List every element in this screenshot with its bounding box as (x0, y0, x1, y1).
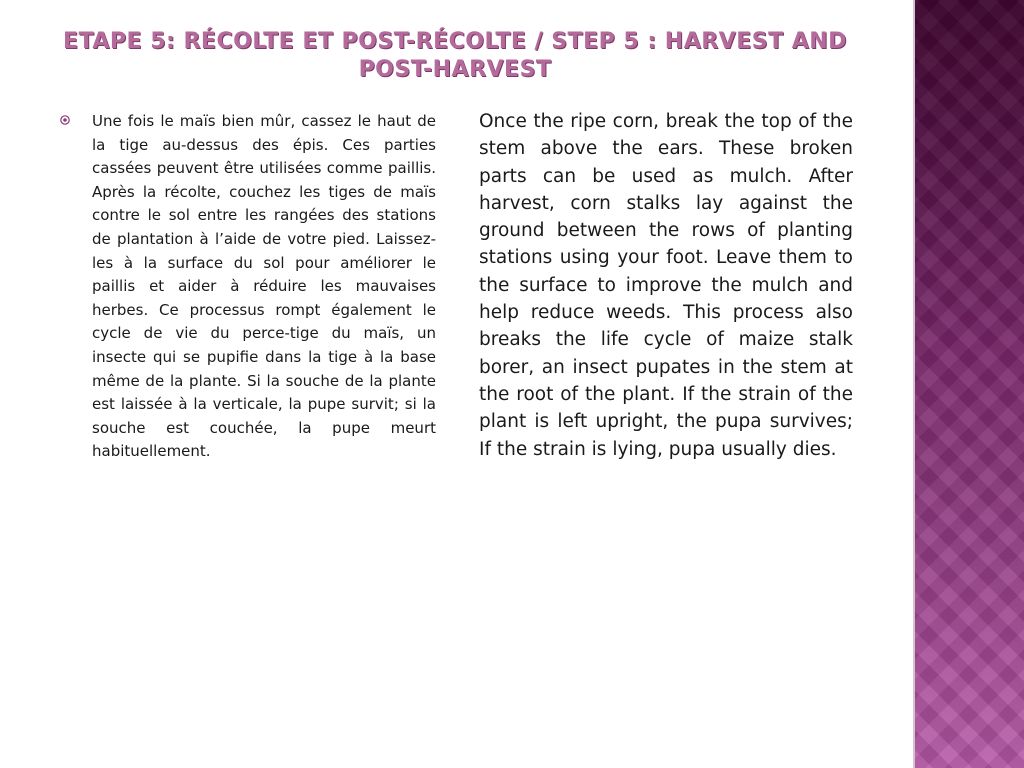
slide-title: ETAPE 5: RÉCOLTE ET POST-RÉCOLTE / STEP 5 : HARVEST AND POST-HARVEST (63, 29, 847, 82)
english-paragraph: Once the ripe corn, break the top of the stem above the ears. These broken parts can be used as mulch. After harvest, corn stalks lay against the ground between the rows of planting stations using your foot. Leave them to the surface to improve the mulch and help reduce weeds. This process also breaks the life cycle of maize stalk borer, an insect pupates in the stem at the root of the plant. If the strain of the plant is left upright, the pupa survives; If the strain is lying, pupa usually dies. (479, 111, 853, 460)
circled-dot-bullet-icon (60, 115, 70, 125)
left-column (60, 110, 436, 464)
decorative-side-band (913, 0, 1024, 768)
side-band-divider (913, 0, 915, 768)
french-paragraph: Une fois le maïs bien mûr, cassez le haut de la tige au-dessus des épis. Ces parties cassées peuvent être utilisées comme paillis. Après la récolte, couchez les tiges de maïs contre le sol entre les rangées des stations de plantation à l’aide de votre pied. Laissez-les à la surface du sol pour améliorer le paillis et aider à réduire les mauvaises herbes. Ce processus rompt également le cycle de vie du perce-tige du maïs, un insecte qui se pupifie dans la tige à la base même de la plante. Si la souche de la plante est laissée à la verticale, la pupe survit; si la souche est couchée, la pupe meurt habituellement. (92, 112, 436, 461)
